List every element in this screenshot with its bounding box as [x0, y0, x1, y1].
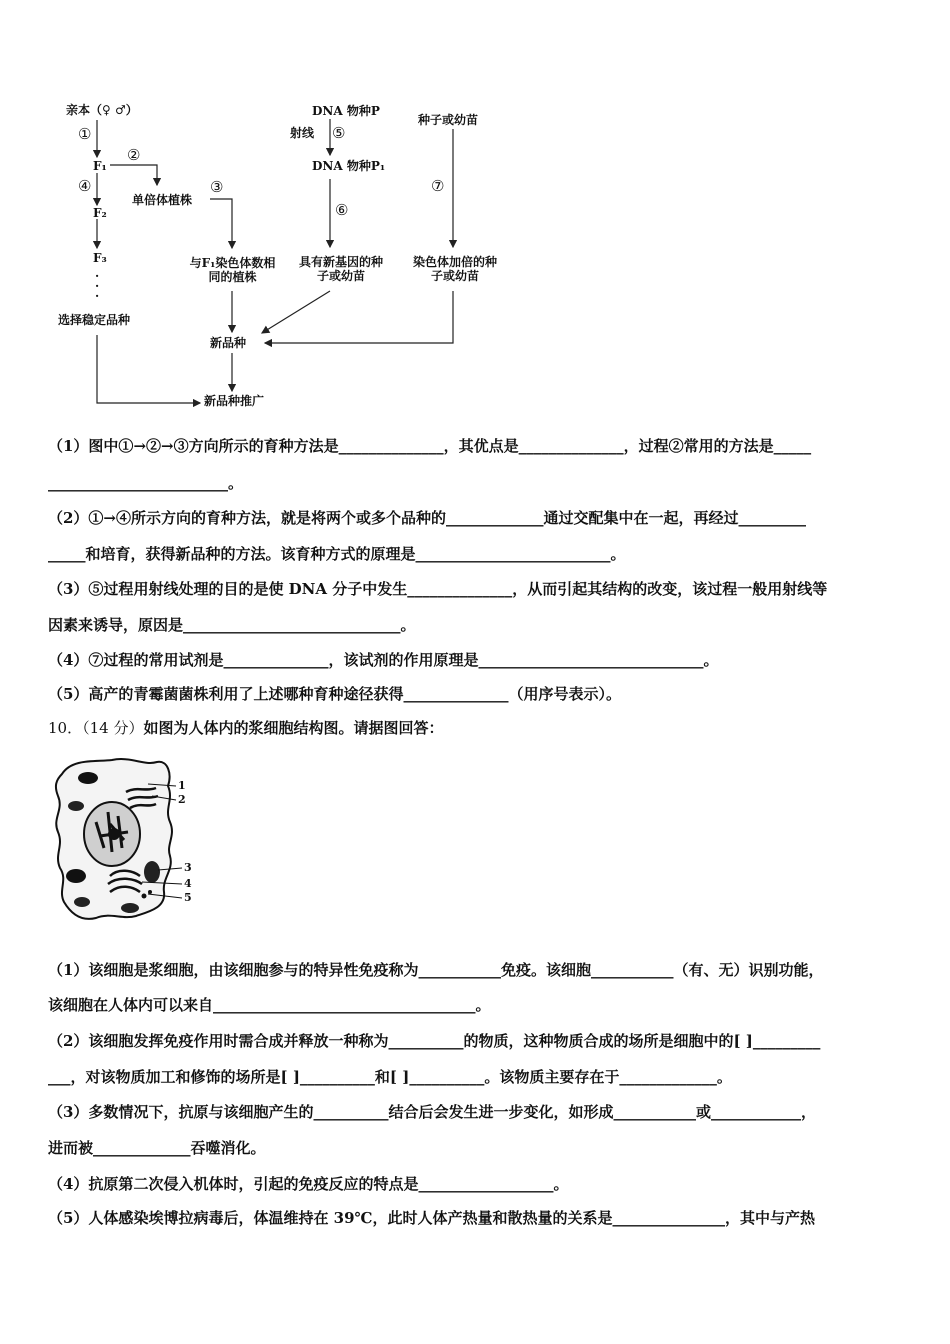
ray-label: 射线	[290, 126, 315, 140]
f1-label: F₁	[93, 159, 107, 173]
q9-part4: （4）⑦过程的常用试剂是______________，该试剂的作用原理是______________________________。	[48, 651, 719, 669]
q9-part2-line1: （2）①→④所示方向的育种方法，就是将两个或多个品种的_____________通过交配集中在一起，再经过_________	[48, 509, 807, 527]
q9-part5: （5）高产的青霉菌菌株利用了上述哪种育种途径获得______________（用序号表示）。	[48, 685, 621, 703]
q9-part1-line1: （1）图中①→②→③方向所示的育种方法是______________，其优点是______________，过程②常用的方法是_____	[48, 437, 812, 455]
new-variety-label: 新品种	[210, 336, 247, 350]
select-stable-variety-label: 选择稳定品种	[58, 313, 131, 327]
step-6-marker: ⑥	[335, 201, 349, 219]
cell-label-2: 2	[178, 793, 186, 806]
q9-part1-line2: ________________________。	[48, 474, 244, 492]
q10-part1-line1: （1）该细胞是浆细胞，由该细胞参与的特异性免疫称为___________免疫。该细胞___________（有、无）识别功能，	[48, 961, 824, 979]
step-2-marker: ②	[127, 146, 141, 164]
new-gene-seed-label: 具有新基因的种子或幼苗	[298, 255, 383, 283]
haploid-plant-label: 单倍体植株	[132, 193, 193, 207]
q10-stem: 如图为人体内的浆细胞结构图。请据图回答：	[143, 719, 444, 737]
cell-label-1: 1	[178, 779, 186, 792]
variety-promotion-label: 新品种推广	[204, 394, 265, 408]
q9-part3-line1: （3）⑤过程用射线处理的目的是使 DNA 分子中发生______________，从而引起其结构的改变，该过程一般用射线等	[48, 580, 828, 598]
q10-part2-line2: ___，对该物质加工和修饰的场所是[ ]__________和[ ]__________。该物质主要存在于_____________。	[48, 1068, 732, 1086]
step-1-marker: ①	[78, 125, 92, 143]
q10-header	[48, 718, 908, 738]
q9-part2-line2: _____和培育，获得新品种的方法。该育种方式的原理是__________________________。	[48, 545, 626, 563]
plasma-cell-figure	[52, 752, 197, 927]
dna-species-p1-label: DNA 物种P₁	[312, 159, 386, 173]
doubled-chromosome-seed-label: 染色体加倍的种子或幼苗	[412, 255, 497, 283]
q10-number: 10．	[48, 719, 83, 737]
breeding-diagram	[50, 95, 530, 415]
seed-or-seedling-label: 种子或幼苗	[418, 113, 479, 127]
parent-label: 亲本（♀ ♂）	[66, 103, 138, 117]
cell-label-5: 5	[184, 891, 192, 904]
dna-species-p-label: DNA 物种P	[312, 104, 380, 118]
step-3-marker: ③	[210, 178, 224, 196]
q10-part5: （5）人体感染埃博拉病毒后，体温维持在 39℃，此时人体产热量和散热量的关系是_______________，其中与产热	[48, 1209, 816, 1227]
same-chromosome-plant-label: 与F₁染色体数相同的植株	[189, 256, 276, 284]
q10-part4: （4）抗原第二次侵入机体时，引起的免疫反应的特点是__________________。	[48, 1175, 569, 1193]
continuation-dots: · · ·	[95, 269, 100, 303]
q10-score: （14 分）	[82, 719, 144, 737]
q10-part3-line1: （3）多数情况下，抗原与该细胞产生的__________结合后会发生进一步变化，如形成___________或____________，	[48, 1103, 816, 1121]
cell-label-4: 4	[184, 877, 192, 890]
q10-part2-line1: （2）该细胞发挥免疫作用时需合成并释放一种称为__________的物质，这种物质合成的场所是细胞中的[ ]_________	[48, 1032, 821, 1050]
f3-label: F₃	[93, 251, 107, 265]
q10-part1-line2: 该细胞在人体内可以来自___________________________________。	[48, 996, 491, 1014]
plasma-cell-drawing	[52, 752, 197, 927]
step-7-marker: ⑦	[431, 177, 445, 195]
q10-part3-line2: 进而被_____________吞噬消化。	[48, 1139, 266, 1157]
f2-label: F₂	[93, 206, 107, 220]
cell-label-3: 3	[184, 861, 192, 874]
step-5-marker: ⑤	[332, 124, 346, 142]
q9-part3-line2: 因素来诱导，原因是_____________________________。	[48, 616, 416, 634]
step-4-marker: ④	[78, 177, 92, 195]
